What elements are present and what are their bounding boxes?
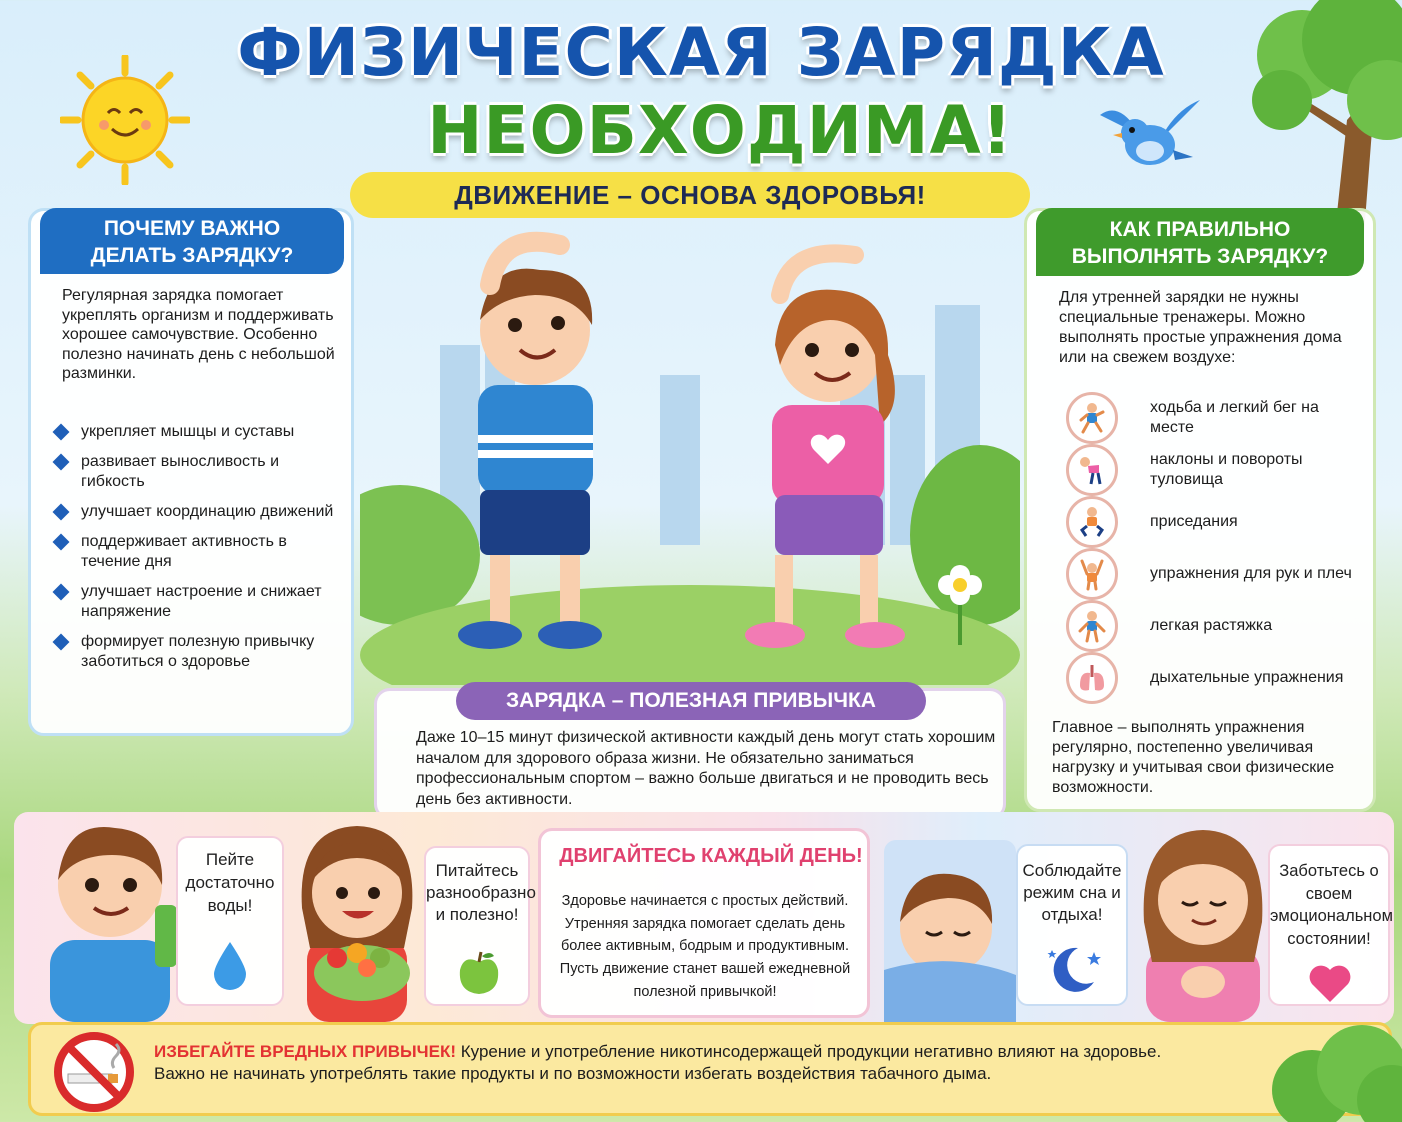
how-header-line2: ВЫПОЛНЯТЬ ЗАРЯДКУ? (1071, 245, 1329, 268)
water-tip-text: Пейте достаточно воды! (185, 850, 275, 915)
diamond-bullet-icon (53, 634, 70, 651)
benefit-text: улучшает настроение и снижает напряжение (81, 583, 322, 620)
lungs-icon (1066, 652, 1118, 704)
exercise-label: легкая растяжка (1150, 617, 1273, 634)
list-item (1064, 444, 1364, 496)
list-item (1064, 548, 1364, 600)
list-item (52, 532, 342, 572)
stretching-kid-icon (1066, 600, 1118, 652)
why-header-line1: ПОЧЕМУ ВАЖНО (103, 217, 281, 240)
exercise-label: дыхательные упражнения (1150, 669, 1344, 686)
diamond-bullet-icon (53, 454, 70, 471)
calm-girl-illustration (1134, 812, 1272, 1022)
why-panel-header (40, 208, 344, 274)
benefit-text: поддерживает активность в течение дня (81, 533, 287, 570)
food-tip-text: Питайтесь разнообразно и полезно! (426, 861, 536, 924)
sleeping-kid-illustration (884, 840, 1016, 1022)
running-kid-icon (1066, 392, 1118, 444)
how-intro-text: Для утренней зарядки не нужны специальные тренажеры. Можно выполнять простые упражнения дома или на свежем воздухе: (1059, 289, 1342, 366)
list-item (52, 632, 342, 672)
main-title-line1: ФИЗИЧЕСКАЯ ЗАРЯДКА (237, 14, 1165, 91)
benefits-list (52, 422, 342, 682)
no-smoking-icon (52, 1030, 136, 1114)
heart-icon (1306, 962, 1354, 1004)
habit-panel-text: Даже 10–15 минут физической активности каждый день могут стать хорошим началом для здорового образа жизни. Не обязательно заниматься профессиональным спортом – важно больше двигаться и не проводить весь день без активности. (416, 729, 996, 808)
why-header-line2: ДЕЛАТЬ ЗАРЯДКУ? (90, 244, 294, 267)
list-item (52, 422, 342, 442)
how-panel-header (1036, 208, 1364, 276)
daily-movement-title: ДВИГАЙТЕСЬ КАЖДЫЙ ДЕНЬ! (559, 845, 863, 867)
how-header-line1: КАК ПРАВИЛЬНО (1109, 218, 1291, 241)
list-item (1064, 392, 1364, 444)
list-item (1064, 496, 1364, 548)
warning-footer-text (154, 1041, 1174, 1085)
habit-panel-header: ЗАРЯДКА – ПОЛЕЗНАЯ ПРИВЫЧКА (456, 682, 926, 720)
emotion-tip-text: Заботьтесь о своем эмоциональном состоянии! (1270, 862, 1393, 948)
water-drop-icon (210, 940, 250, 992)
kids-exercising-illustration (360, 225, 1020, 685)
list-item (52, 452, 342, 492)
diamond-bullet-icon (53, 584, 70, 601)
warning-label: ИЗБЕГАЙТЕ ВРЕДНЫХ ПРИВЫЧЕК! (154, 1042, 456, 1061)
how-outro-text: Главное – выполнять упражнения регулярно, постепенно увеличивая нагрузку и учитывая свои физические возможности. (1052, 719, 1335, 796)
exercise-label: ходьба и легкий бег на месте (1150, 399, 1319, 436)
subtitle-banner: ДВИЖЕНИЕ – ОСНОВА ЗДОРОВЬЯ! (350, 172, 1030, 218)
exercise-label: упражнения для рук и плеч (1150, 565, 1352, 582)
boy-with-bottle-illustration (30, 800, 190, 1022)
list-item (52, 582, 342, 622)
diamond-bullet-icon (53, 424, 70, 441)
list-item (1064, 652, 1364, 704)
why-intro-text: Регулярная зарядка помогает укреплять организм и поддерживать хорошее самочувствие. Особенно полезно начинать день с небольшой разминки. (62, 287, 335, 382)
arms-up-kid-icon (1066, 548, 1118, 600)
diamond-bullet-icon (53, 504, 70, 521)
exercise-label: наклоны и повороты туловища (1150, 451, 1303, 488)
list-item (52, 502, 342, 522)
warning-description: Курение и употребление никотинсодержащей продукции негативно влияют на здоровье. Важно не начинать употреблять такие продукты и по возможности избегать воздействия табачного дыма. (154, 1042, 1162, 1083)
moon-and-stars-icon (1044, 940, 1102, 996)
bush-icon (1252, 1010, 1402, 1122)
sleep-tip-text: Соблюдайте режим сна и отдыха! (1022, 861, 1122, 924)
main-title-line2: НЕОБХОДИМА! (427, 92, 1013, 169)
girl-with-fruit-bowl-illustration (292, 808, 422, 1022)
green-apple-icon (456, 948, 502, 998)
bending-kid-icon (1066, 444, 1118, 496)
list-item (1064, 600, 1364, 652)
benefit-text: формирует полезную привычку заботиться о здоровье (81, 633, 315, 670)
diamond-bullet-icon (53, 534, 70, 551)
benefit-text: укрепляет мышцы и суставы (81, 423, 295, 440)
squatting-kid-icon (1066, 496, 1118, 548)
exercise-list (1064, 392, 1364, 704)
benefit-text: улучшает координацию движений (81, 503, 334, 520)
benefit-text: развивает выносливость и гибкость (81, 453, 280, 490)
daily-movement-text: Здоровье начинается с простых действий. Утренняя зарядка помогает сделать день более активным, бодрым и продуктивным. Пусть движение станет вашей ежедневной полезной привычкой! (559, 893, 851, 1000)
exercise-label: приседания (1150, 513, 1238, 530)
